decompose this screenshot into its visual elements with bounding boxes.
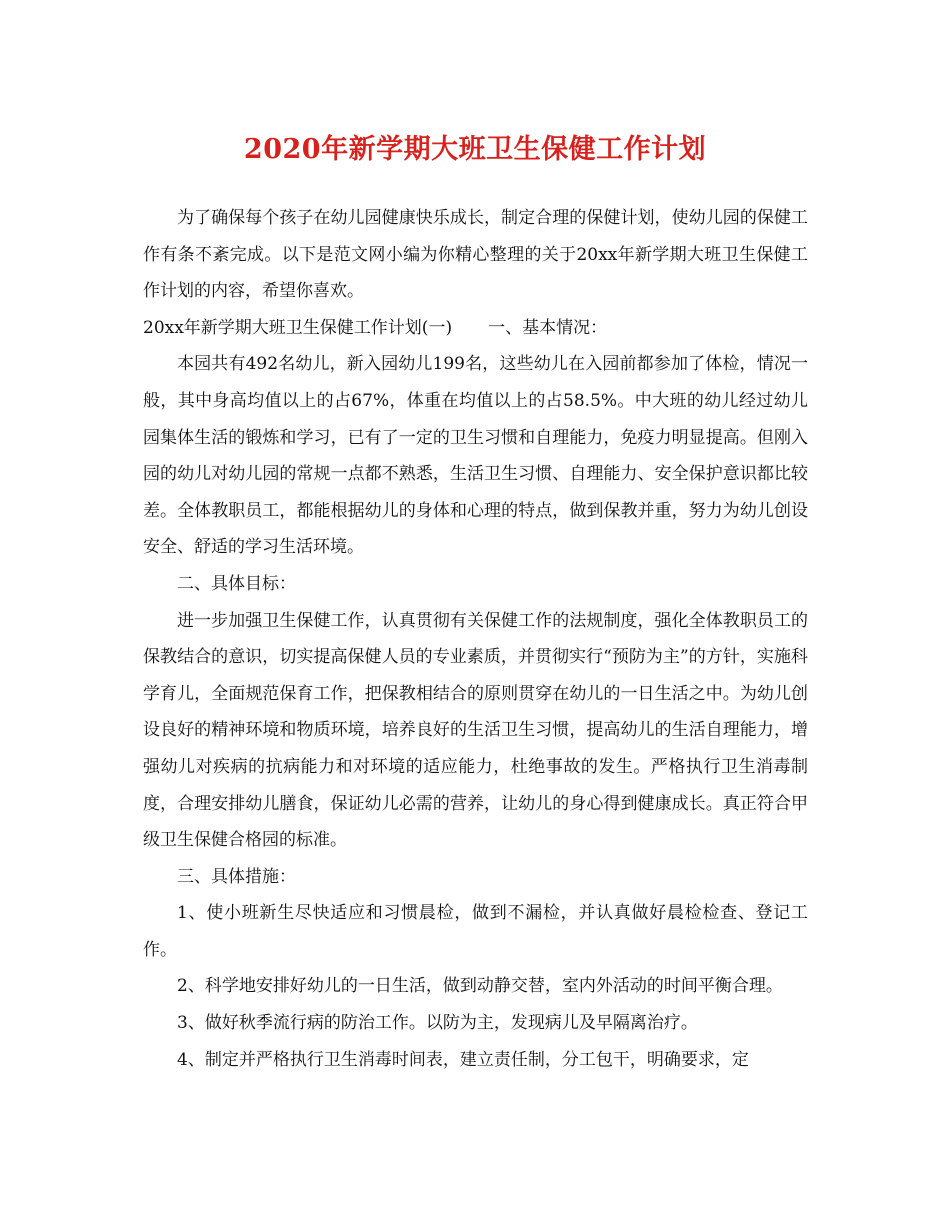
document-title: 2020年新学期大班卫生保健工作计划 [243, 134, 707, 165]
section3-heading: 三、具体措施： [177, 866, 296, 887]
measure-item-1: 1、使小班新生尽快适应和习惯晨检，做到不漏检，并认真做好晨检检查、登记工作。 [143, 903, 808, 960]
plan-heading: 20xx年新学期大班卫生保健工作计划(一) [143, 317, 453, 338]
measure-item-4: 4、制定并严格执行卫生消毒时间表，建立责任制，分工包干，明确要求，定 [177, 1049, 749, 1070]
section1-heading: 一、基本情况： [488, 317, 608, 338]
section2-paragraph: 进一步加强卫生保健工作，认真贯彻有关保健工作的法规制度，强化全体教职员工的保教结合的意识，切实提高保健人员的专业素质，并贯彻实行“预防为主”的方针，实施科学育儿，全面规范保育工作，把保教相结合的原则贯穿在幼儿的一日生活之中。为幼儿创设良好的精神环境和物质环境，培养良好的生活卫生习惯，提高幼儿的生活自理能力，增强幼儿对疾病的抗病能力和对环境的适应能力，杜绝事故的发生。严格执行卫生消毒制度，合理安排幼儿膳食，保证幼儿必需的营养，让幼儿的身心得到健康成长。真正符合甲级卫生保健合格园的标准。 [143, 610, 808, 851]
section2-heading: 二、具体目标： [177, 573, 296, 594]
plan-heading-line [143, 310, 808, 347]
document-body [143, 200, 808, 1078]
section1-paragraph: 本园共有492名幼儿，新入园幼儿199名，这些幼儿在入园前都参加了体检，情况一般，其中身高均值以上的占67%，体重在均值以上的占58.5%。中大班的幼儿经过幼儿园集体生活的锻炼和学习，已有了一定的卫生习惯和自理能力，免疫力明显提高。但刚入园的幼儿对幼儿园的常规一点都不熟悉，生活卫生习惯、自理能力、安全保护意识都比较差。全体教职员工，都能根据幼儿的身体和心理的特点，做到保教并重，努力为幼儿创设安全、舒适的学习生活环境。 [143, 354, 808, 558]
intro-paragraph: 为了确保每个孩子在幼儿园健康快乐成长，制定合理的保健计划，使幼儿园的保健工作有条不紊完成。以下是范文网小编为你精心整理的关于20xx年新学期大班卫生保健工作计划的内容，希望你喜欢。 [143, 208, 808, 302]
measure-item-2: 2、科学地安排好幼儿的一日生活，做到动静交替，室内外活动的时间平衡合理。 [177, 976, 783, 997]
measure-item-3: 3、做好秋季流行病的防治工作。以防为主，发现病儿及早隔离治疗。 [177, 1013, 698, 1034]
